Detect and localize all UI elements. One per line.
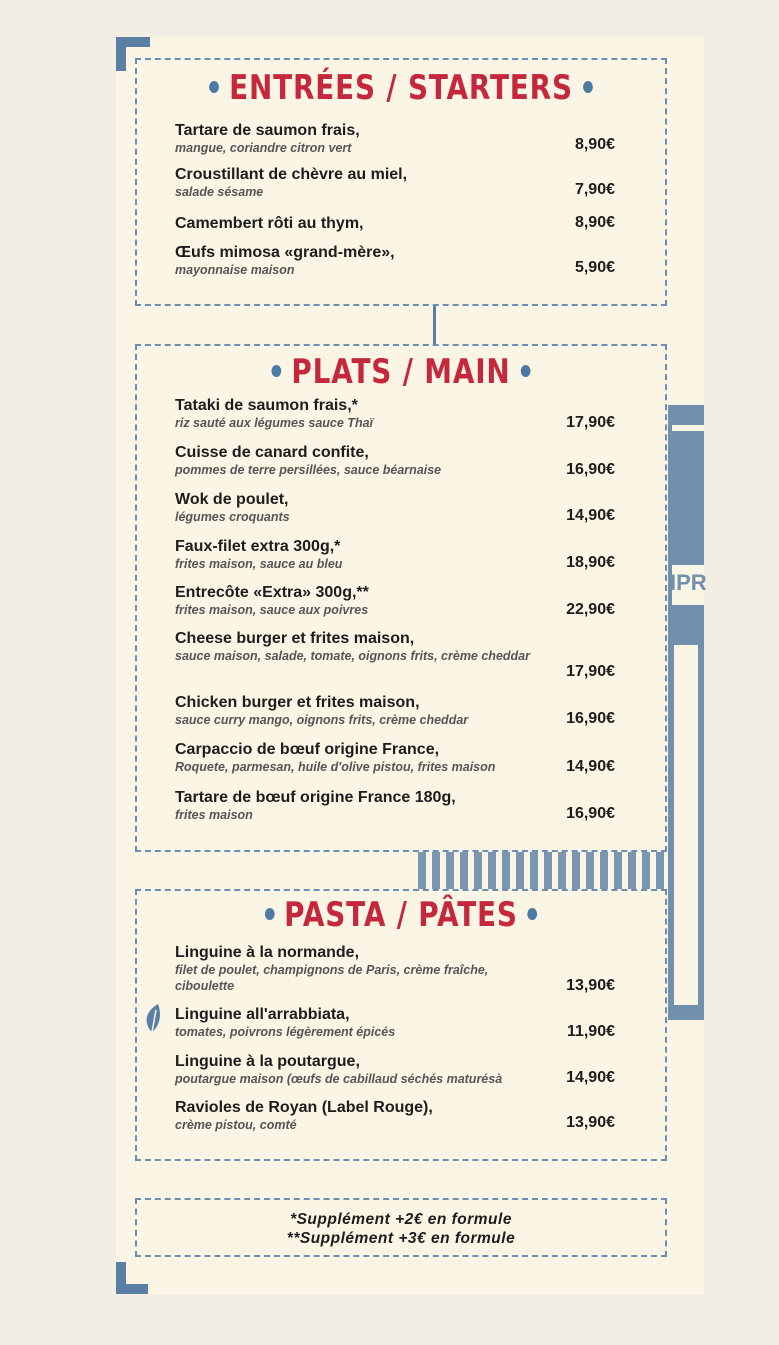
menu-item (175, 1098, 615, 1133)
item-desc: riz sauté aux légumes sauce Thaï (175, 416, 373, 430)
notes-section (135, 1198, 667, 1257)
item-desc: légumes croquants (175, 510, 290, 524)
item-desc: tomates, poivrons légèrement épicés (175, 1025, 396, 1039)
item-desc: poutargue maison (œufs de cabillaud séchés maturésà (175, 1072, 503, 1086)
item-price: 17,90€ (566, 663, 615, 680)
item-desc: salade sésame (175, 185, 264, 199)
item-desc: filet de poulet, champignons de Paris, crème fraîche, ciboulette (175, 963, 489, 993)
item-name: Faux-filet extra 300g,* (175, 538, 341, 555)
item-desc: sauce maison, salade, tomate, oignons frits, crème cheddar (175, 649, 530, 663)
bullet-dot-icon (209, 81, 219, 93)
starters-title: ENTRÉES / STARTERS (185, 68, 618, 108)
item-price: 11,90€ (566, 1023, 615, 1040)
mains-section (135, 344, 667, 852)
item-price: 8,90€ (574, 214, 615, 231)
item-desc: frites maison, sauce au bleu (175, 557, 343, 571)
note-line: **Supplément +3€ en formule (286, 1230, 516, 1247)
item-name: Ravioles de Royan (Label Rouge), (175, 1099, 433, 1116)
storefront-sign: IPR (670, 570, 707, 595)
item-name: Œufs mimosa «grand-mère», (175, 244, 395, 261)
menu-item (175, 693, 615, 728)
pasta-section (135, 889, 667, 1161)
starters-section (135, 58, 667, 306)
bullet-dot-icon (272, 365, 282, 377)
item-price: 14,90€ (566, 1069, 615, 1086)
menu-item (175, 1005, 615, 1040)
menu-item (175, 121, 615, 156)
item-name: Chicken burger et frites maison, (175, 694, 420, 711)
item-price: 22,90€ (566, 601, 615, 618)
item-desc: sauce curry mango, oignons frits, crème cheddar (175, 713, 469, 727)
menu-item (175, 629, 535, 664)
menu-item (175, 243, 615, 278)
item-price: 16,90€ (566, 461, 615, 478)
connector-line (433, 306, 436, 344)
item-desc: frites maison, sauce aux poivres (175, 603, 369, 617)
item-desc: mangue, coriandre citron vert (175, 141, 352, 155)
storefront-illustration (668, 405, 707, 1020)
item-desc: Roquete, parmesan, huile d'olive pistou, frites maison (175, 760, 496, 774)
mains-title: PLATS / MAIN (185, 352, 618, 392)
item-desc: pommes de terre persillées, sauce béarnaise (175, 463, 442, 477)
item-price: 16,90€ (566, 805, 615, 822)
bullet-dot-icon (520, 365, 530, 377)
vegetarian-leaf-icon (142, 1002, 162, 1034)
menu-item (175, 214, 615, 233)
pasta-title: PASTA / PÂTES (185, 895, 618, 935)
menu-item (175, 396, 615, 431)
item-price: 14,90€ (566, 758, 615, 775)
item-price: 18,90€ (566, 554, 615, 571)
item-desc: frites maison (175, 808, 253, 822)
item-name: Tartare de saumon frais, (175, 122, 360, 139)
item-name: Linguine à la poutargue, (175, 1053, 360, 1070)
corner-bracket-bottom (116, 1262, 148, 1294)
item-price: 8,90€ (574, 136, 615, 153)
item-price: 5,90€ (574, 259, 615, 276)
item-name: Tataki de saumon frais,* (175, 397, 358, 414)
bullet-dot-icon (264, 908, 274, 920)
bullet-dot-icon (528, 908, 538, 920)
supplement-notes (137, 1200, 665, 1248)
menu-item (175, 788, 615, 823)
bullet-dot-icon (583, 81, 593, 93)
item-desc: crème pistou, comté (175, 1118, 297, 1132)
item-price: 13,90€ (566, 977, 615, 994)
item-name: Linguine all'arrabbiata, (175, 1006, 350, 1023)
menu-item (175, 943, 495, 994)
item-name: Croustillant de chèvre au miel, (175, 166, 408, 183)
item-name: Entrecôte «Extra» 300g,** (175, 584, 369, 601)
item-name: Wok de poulet, (175, 491, 289, 508)
item-name: Cuisse de canard confite, (175, 444, 369, 461)
item-name: Tartare de bœuf origine France 180g, (175, 789, 456, 806)
item-price: 14,90€ (566, 507, 615, 524)
item-desc: mayonnaise maison (175, 263, 295, 277)
note-line: *Supplément +2€ en formule (290, 1211, 512, 1228)
menu-item (175, 443, 615, 478)
item-name: Linguine à la normande, (175, 944, 360, 961)
menu-item (175, 490, 615, 525)
item-price: 17,90€ (566, 414, 615, 431)
item-name: Cheese burger et frites maison, (175, 630, 415, 647)
menu-item (175, 583, 615, 618)
menu-item (175, 537, 615, 572)
awning-illustration (418, 851, 668, 889)
menu-item (175, 740, 615, 775)
item-price: 13,90€ (566, 1114, 615, 1131)
item-name: Camembert rôti au thym, (175, 215, 364, 232)
item-price: 16,90€ (566, 710, 615, 727)
item-price: 7,90€ (574, 181, 615, 198)
menu-item (175, 165, 615, 200)
menu-item (175, 1052, 615, 1087)
item-name: Carpaccio de bœuf origine France, (175, 741, 440, 758)
